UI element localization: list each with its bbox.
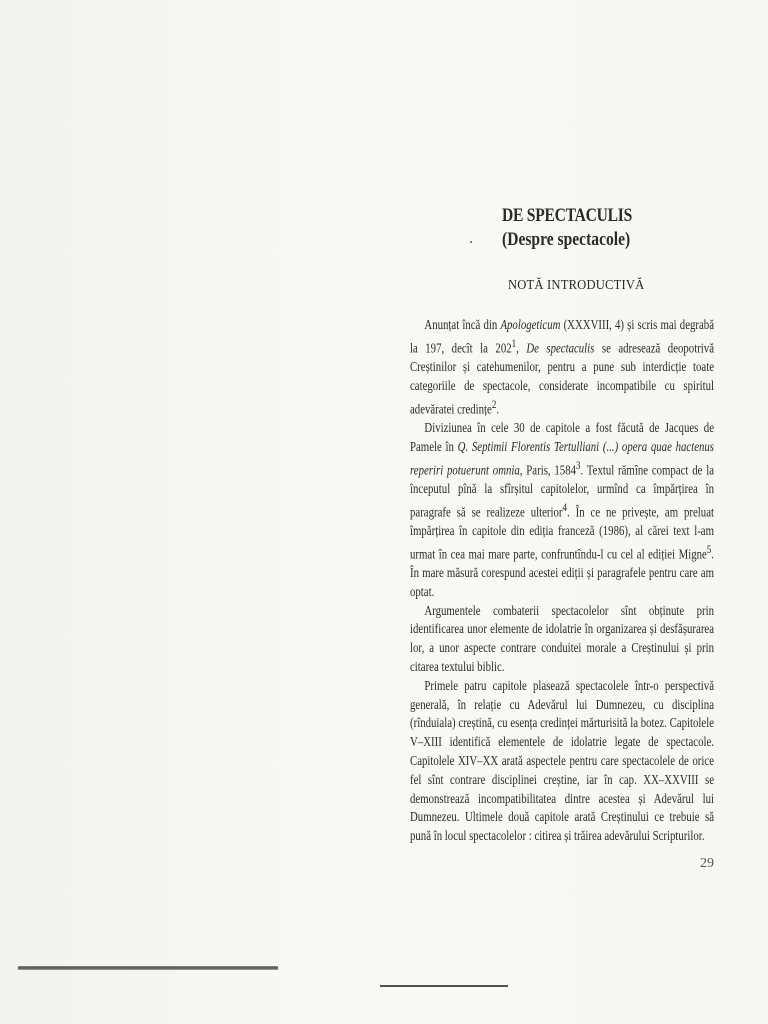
- section-heading: NOTĂ INTRODUCTIVĂ: [508, 278, 645, 293]
- paragraph-1: Anunțat încă din Apologeticum (XXXVIII, 4) și scris mai degrabă la 197, decît la $202^1$, De spectaculis se adresează deopotrivă Creștinilor și catehumenilor, pentru a pune sub interdicție toate categoriile de spectacole, considerate incompatibile cu spiritul adevăratei credințe$^2$.: [410, 317, 714, 417]
- scan-speck: [470, 241, 472, 243]
- italic-title: Q. Septimii Florentis Tertulliani (...) opera quae hactenus reperiri potuerunt omnia: [410, 438, 714, 478]
- italic-title: De spectaculis: [526, 340, 595, 356]
- body-text: [410, 316, 714, 846]
- footnote-ref: 4: [562, 501, 568, 514]
- italic-title: Apologeticum: [500, 317, 561, 332]
- footnote-ref: 1: [511, 337, 517, 350]
- scan-edge-line: [18, 966, 278, 970]
- document-title: DE SPECTACULIS: [502, 205, 633, 226]
- document-subtitle: (Despre spectacole): [502, 229, 631, 250]
- paragraph-4: Primele patru capitole plasează spectacolele într-o perspectivă generală, în relație cu Adevărul lui Dumnezeu, cu disciplina (rînduiala) creștină, cu esența credinței mărturisită la botez. Capitolele V–XIII identifică elementele de idolatrie legate de spectacole. Capitolele XIV–XX arată aspectele pentru care spectacolele de orice fel sînt contrare disciplinei creștine, iar în cap. XX–XXVIII se demonstrează incompatibilitatea dintre acestea și Adevărul lui Dumnezeu. Ultimele două capitole arată Creștinului ce trebuie să pună în locul spectacolelor : citirea și trăirea adevărului Scripturilor.: [410, 677, 714, 844]
- paragraph-3: Argumentele combaterii spectacolelor sînt obținute prin identificarea unor elemente de idolatrie în organizarea și desfășurarea lor, a unor aspecte contrare conduitei morale a Creștinului și prin citarea textului biblic.: [410, 602, 714, 675]
- page-number: 29: [700, 856, 714, 871]
- footnote-ref: 2: [491, 398, 497, 411]
- paragraph-2: Diviziunea în cele 30 de capitole a fost făcută de Jacques de Pamele în Q. Septimii Florentis Tertulliani (...) opera quae hactenus reperiri potuerunt omnia, Paris, 1584$^3$. Textul rămîne compact de la începutul pînă la sfîrșitul capitolelor, urmînd ca împărțirea în paragrafe să se realizeze ulterior$^4$. În ce ne privește, am preluat împărțirea în capitole din ediția franceză (1986), al cărei text l-am urmat în cea mai mare parte, confruntîndu-l cu cel al ediției Migne$^5$. În mare măsură corespund acestei ediții și paragrafele pentru care am optat.: [410, 419, 714, 599]
- footnote-ref: 3: [576, 459, 581, 472]
- footnote-ref: 5: [706, 543, 712, 556]
- scan-edge-line: [380, 985, 508, 987]
- title-block: [502, 204, 722, 252]
